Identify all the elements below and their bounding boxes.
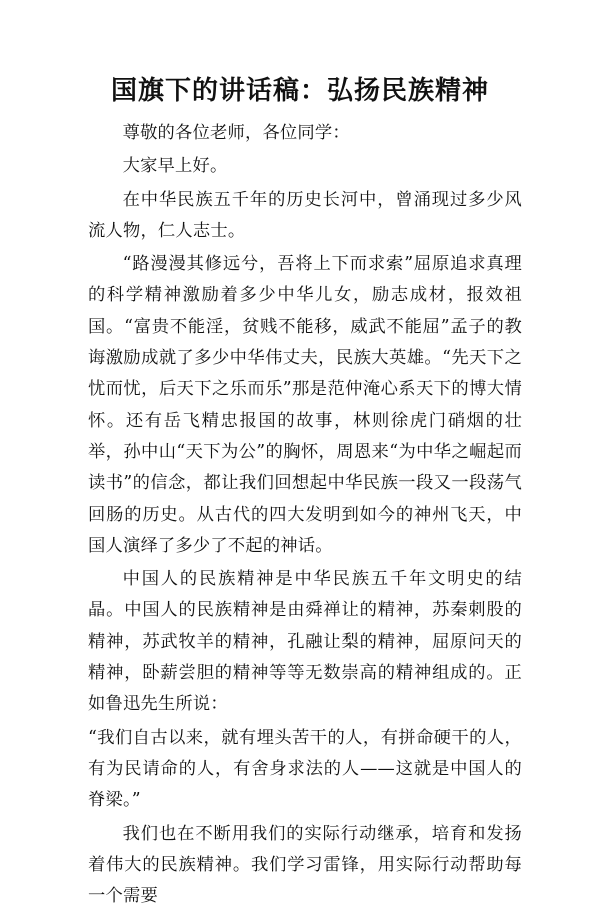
paragraph: “路漫漫其修远兮，吾将上下而求索”屈原追求真理的科学精神激励着多少中华儿女，励志成材，报效祖国。“富贵不能淫，贫贱不能移，威武不能屈”孟子的教诲激励成就了多少中华伟丈夫，民族大英雄。“先天下之忧而忧，后天下之乐而乐”那是范仲淹心系天下的博大情怀。还有岳飞精忠报国的故事，林则徐虎门硝烟的壮举，孙中山“天下为公”的胸怀，周恩来“为中华之崛起而读书”的信念，都让我们回想起中华民族一段又一段荡气回肠的历史。从古代的四大发明到如今的神州飞天，中国人演绎了多少了不起的神话。 [88, 254, 522, 556]
paragraph: 在中华民族五千年的历史长河中，曾涌现过多少风流人物，仁人志士。 [88, 189, 522, 241]
page-title: 国旗下的讲话稿：弘扬民族精神 [110, 76, 489, 106]
paragraph: 我们也在不断用我们的实际行动继承，培育和发扬着伟大的民族精神。我们学习雷锋，用实际行动帮助每一个需要 [88, 823, 522, 907]
paragraph: 中国人的民族精神是中华民族五千年文明史的结晶。中国人的民族精神是由舜禅让的精神，苏秦刺股的精神，苏武牧羊的精神，孔融让梨的精神，屈原问天的精神，卧薪尝胆的精神等等无数崇高的精神组成的。正如鲁迅先生所说： [88, 569, 522, 715]
salutation: 尊敬的各位老师，各位同学： [122, 123, 350, 143]
greeting: 大家早上好。 [122, 156, 228, 177]
quote-paragraph: “我们自古以来，就有埋头苦干的人，有拼命硬干的人，有为民请命的人，有舍身求法的人——这就是中国人的脊梁。” [88, 727, 522, 811]
document-body [88, 118, 522, 914]
